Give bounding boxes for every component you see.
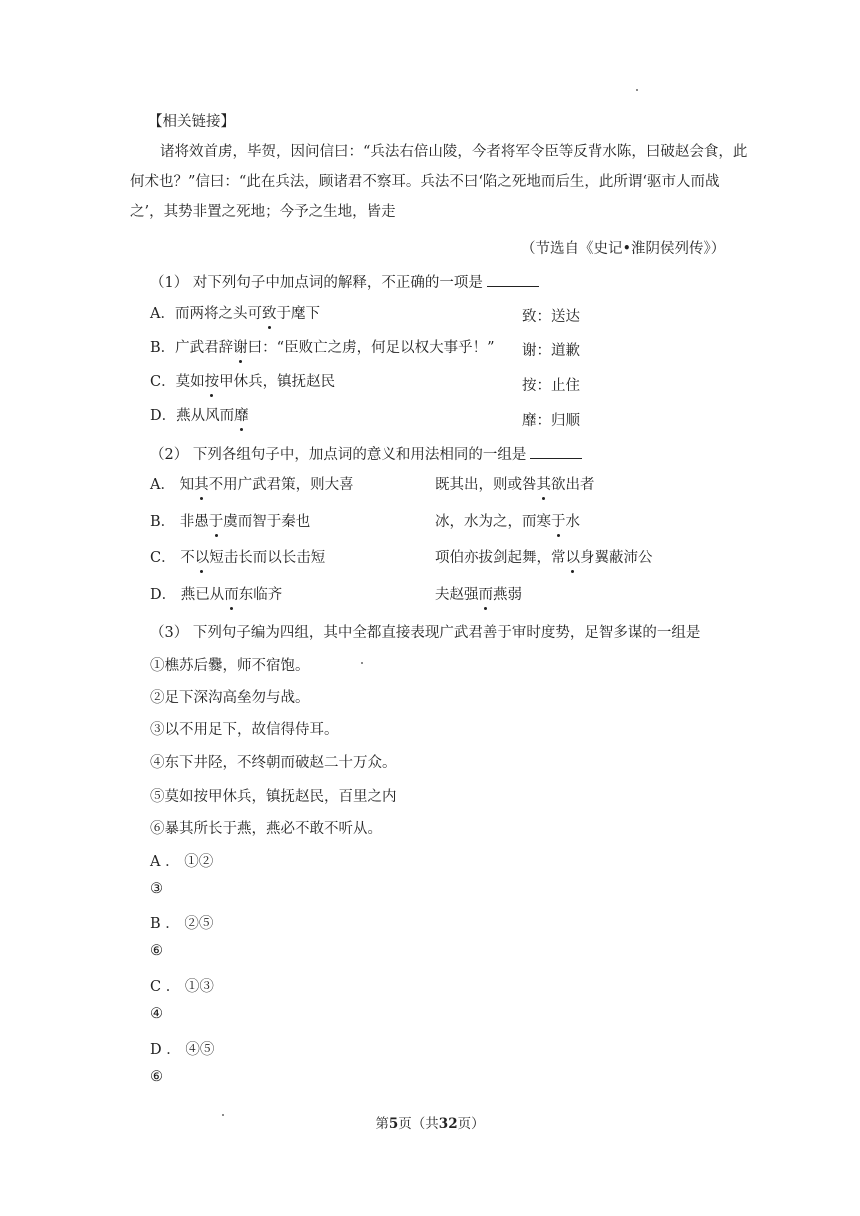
section-title: 【相关链接】 [148,114,235,130]
q3-choice-a-cont: ③ [150,881,163,897]
q3-item: ③以不用足下，故信得侍耳。 [150,722,339,738]
dotted-word: 按 [205,370,220,391]
answer-blank [530,446,582,459]
q1-gloss-b: 谢：道歉 [522,343,580,359]
q1-option-c: C．莫如按甲休兵，镇抚赵民 [150,370,335,391]
q3-choice-a[interactable]: A ． ①② [150,854,214,870]
question-2-stem: （2） 下列各组句子中，加点词的意义和用法相同的一组是 [150,443,582,464]
q2-option-c-left: C． 不以短击长而以长击短 [150,546,325,567]
dotted-word: 而 [224,583,239,604]
q3-choice-b[interactable]: B ． ②⑤ [150,916,214,932]
page-total: 32 [438,1116,458,1132]
q3-choice-d-cont: ⑥ [150,1069,163,1085]
dotted-word: 以 [195,546,210,567]
q3-choice-c-cont: ④ [150,1006,163,1022]
q3-item: ②足下深沟高垒勿与战。 [150,690,310,706]
q1-option-d: D．燕从风而靡 [150,404,249,425]
q3-item: ⑥暴其所长于燕，燕必不敢不听从。 [150,821,382,837]
q2-option-c-right: 项伯亦拔剑起舞，常以身翼蔽沛公 [435,546,653,567]
q1-option-b: B．广武君辞谢曰：“臣败亡之虏，何足以权大事乎！” [150,336,494,357]
q3-choice-b-cont: ⑥ [150,943,163,959]
passage-text: 诸将效首虏，毕贺，因问信曰：“兵法右倍山陵，今者将军令臣等反背水陈，曰破赵会食，此何术也？”信曰：“此在兵法，顾诸君不察耳。兵法不曰‘陷之死地而后生，此所谓‘驱市人而战之’，其势非置之死地；今予之生地，皆走 [130,144,748,220]
page-footer: 第5页（共32页） [375,1116,485,1132]
q2-option-b-right: 冰，水为之，而寒于水 [435,510,580,531]
dotted-word: 靡 [234,404,249,425]
q3-choice-c[interactable]: C ． ①③ [150,979,214,995]
q2-option-a-left: A． 知其不用广武君策，则大喜 [150,473,354,494]
q1-option-a: A．而两将之头可致于麾下 [150,302,320,323]
passage-paragraph [130,137,750,227]
answer-blank [487,274,539,287]
q1-gloss-d: 靡：归顺 [522,413,580,429]
q3-item: ⑤莫如按甲休兵，镇抚赵民，百里之内 [150,789,397,805]
question-3-stem: （3） 下列句子编为四组，其中全都直接表现广武君善于审时度势，足智多谋的一组是 [150,625,701,641]
dotted-word: 于 [551,510,566,531]
dotted-word: 以 [566,546,581,567]
dotted-word: 而 [479,583,494,604]
q3-choice-d[interactable]: D ． ④⑤ [150,1042,215,1058]
q3-item: ①樵苏后爨，师不宿饱。 [150,658,310,674]
dotted-word: 其 [194,473,209,494]
dotted-word: 致 [262,302,277,323]
dotted-word: 于 [209,510,224,531]
q2-option-d-left: D． 燕已从而东临齐 [150,583,282,604]
passage-source: （节选自《史记•淮阴侯列传》） [521,241,726,257]
q2-option-d-right: 夫赵强而燕弱 [435,583,522,604]
q3-item: ④东下井陉，不终朝而破赵二十万众。 [150,755,397,771]
page-number: 5 [388,1116,399,1132]
scan-speck [361,662,363,664]
question-1-stem: （1） 对下列句子中加点词的解释，不正确的一项是 [150,271,539,292]
scan-speck [636,89,638,91]
dotted-word: 谢 [233,336,248,357]
q2-option-b-left: B． 非愚于虞而智于秦也 [150,510,310,531]
q1-gloss-a: 致：送达 [522,309,580,325]
q1-gloss-c: 按：止住 [522,378,580,394]
q2-option-a-right: 既其出，则或咎其欲出者 [435,473,595,494]
dotted-word: 其 [537,473,552,494]
